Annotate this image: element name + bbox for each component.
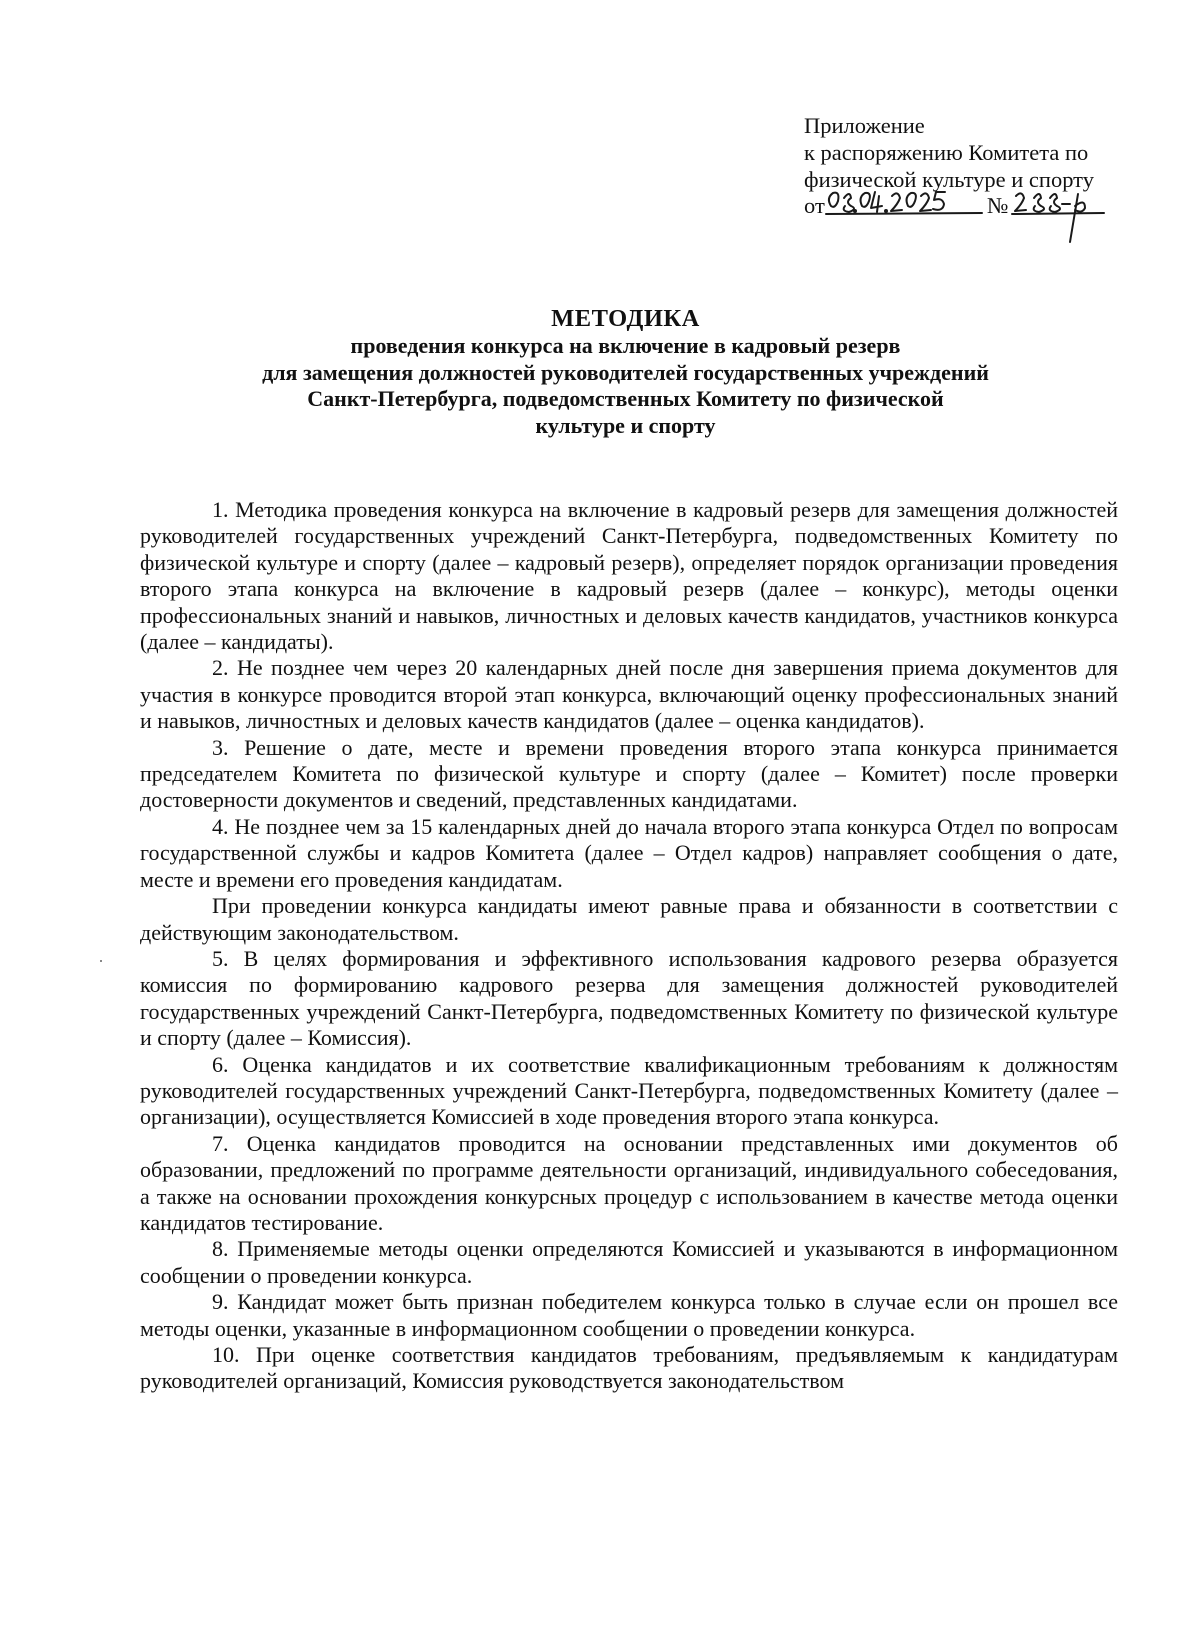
number-sign: №	[987, 193, 1009, 218]
paragraph-8: 8. Применяемые методы оценки определяются Комиссией и указываются в информационном сообщении о проведении конкурса.	[140, 1236, 1118, 1288]
title-main: МЕТОДИКА	[551, 305, 700, 332]
paragraph-9: 9. Кандидат может быть признан победителем конкурса только в случае если он прошел все методы оценки, указанные в информационном сообщении о проведении конкурса.	[140, 1289, 1118, 1341]
appendix-line-3: физической культуре и спорту	[804, 167, 1094, 192]
document-title	[150, 304, 1101, 439]
handwritten-date-number	[804, 184, 1134, 246]
paragraph-10: 10. При оценке соответствия кандидатов требованиям, предъявляемым к кандидатурам руководителей организаций, Комиссия руководствуется законодательством	[140, 1342, 1118, 1394]
paragraph-7: 7. Оценка кандидатов проводится на основании представленных ими документов об образовании, предложений по программе деятельности организаций, индивидуального собеседования, а также на основании прохождения конкурсных процедур с использованием в качестве метода оценки кандидатов тестирование.	[140, 1130, 1118, 1235]
date-number-line	[804, 192, 1144, 226]
from-label: от	[804, 193, 825, 218]
paragraph-4-continued: При проведении конкурса кандидаты имеют равные права и обязанности в соответствии с действующим законодательством.	[140, 893, 1118, 945]
paragraph-3: 3. Решение о дате, месте и времени проведения второго этапа конкурса принимается председателем Комитета по физической культуре и спорту (далее – Комитет) после проверки достоверности документов и сведений, представленных кандидатами.	[140, 734, 1118, 813]
paragraph-1: 1. Методика проведения конкурса на включение в кадровый резерв для замещения должностей руководителей государственных учреждений Санкт-Петербурга, подведомственных Комитету по физической культуре и спорту (далее – кадровый резерв), определяет порядок организации проведения второго этапа конкурса на включение в кадровый резерв (далее – конкурс), методы оценки профессиональных знаний и навыков, личностных и деловых качеств кандидатов, участников конкурса (далее – кандидаты).	[140, 497, 1118, 655]
title-line-3: Санкт-Петербурга, подведомственных Комитету по физической	[307, 386, 944, 411]
appendix-block	[804, 112, 1144, 226]
scan-speck	[100, 960, 102, 962]
title-line-2: для замещения должностей руководителей государственных учреждений	[262, 359, 989, 385]
title-line-4: культуре и спорту	[535, 412, 716, 438]
paragraph-2: 2. Не позднее чем через 20 календарных дней после дня завершения приема документов для участия в конкурсе проводится второй этап конкурса, включающий оценку профессиональных знаний и навыков, личностных и деловых качеств кандидатов (далее – оценка кандидатов).	[140, 655, 1118, 734]
paragraph-6: 6. Оценка кандидатов и их соответствие квалификационным требованиям к должностям руководителей государственных учреждений Санкт-Петербурга, подведомственных Комитету (далее – организации), осуществляется Комиссией в ходе проведения второго этапа конкурса.	[140, 1051, 1118, 1130]
appendix-line-1: Приложение	[804, 113, 925, 138]
title-line-1: проведения конкурса на включение в кадровый резерв	[350, 333, 901, 358]
appendix-line-2: к распоряжению Комитета по	[804, 140, 1089, 165]
paragraph-4: 4. Не позднее чем за 15 календарных дней до начала второго этапа конкурса Отдел по вопросам государственной службы и кадров Комитета (далее – Отдел кадров) направляет сообщения о дате, месте и времени его проведения кандидатам.	[140, 813, 1118, 892]
paragraph-5: 5. В целях формирования и эффективного использования кадрового резерва образуется комиссия по формированию кадрового резерва для замещения должностей руководителей государственных учреждений Санкт-Петербурга, подведомственных Комитету по физической культуре и спорту (далее – Комиссия).	[140, 945, 1118, 1051]
document-body	[140, 497, 1118, 1395]
